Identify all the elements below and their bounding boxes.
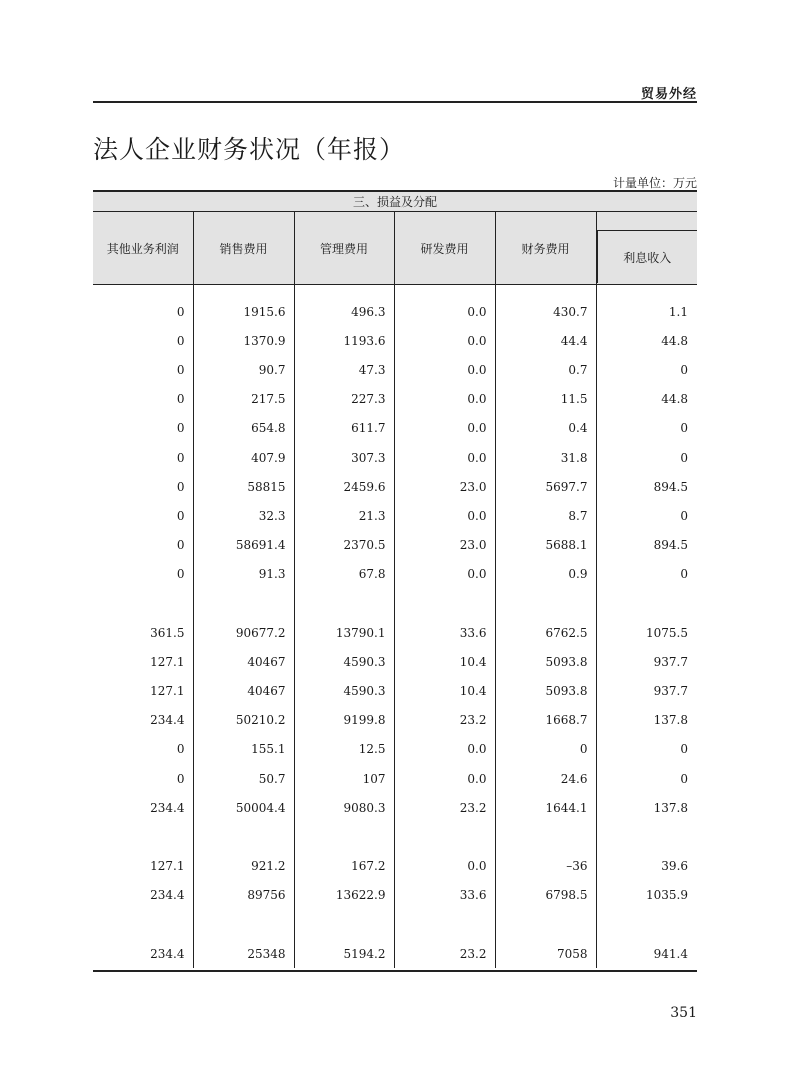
- financial-table: [93, 190, 697, 968]
- table-cell: 58691.4: [193, 531, 294, 560]
- table-cell: 0: [680, 362, 689, 377]
- table-cell: 611.7: [294, 414, 394, 443]
- table-cell: 0.0: [394, 326, 495, 355]
- table-cell: [596, 910, 697, 939]
- table-cell: [294, 589, 394, 618]
- table-cell: 0.0: [394, 501, 495, 530]
- table-cell: 8.7: [495, 501, 596, 530]
- table-cell: 0: [680, 450, 689, 465]
- table-cell: –36: [495, 852, 596, 881]
- table-cell: [93, 910, 193, 939]
- table-cell: 1035.9: [646, 888, 689, 903]
- table-cell: 0: [680, 508, 689, 523]
- table-cell: 0.4: [495, 414, 596, 443]
- table-cell: 0: [93, 472, 193, 501]
- table-row: [93, 735, 697, 764]
- table-cell: 937.7: [653, 684, 689, 699]
- table-cell: 0: [93, 355, 193, 384]
- table-cell: 0: [93, 414, 193, 443]
- table-cell: [394, 589, 495, 618]
- table-cell: 2370.5: [294, 531, 394, 560]
- table-cell: 31.8: [495, 443, 596, 472]
- table-cell: 137.8: [653, 713, 689, 728]
- section-label: 贸易外经: [640, 87, 697, 102]
- table-cell: 155.1: [193, 735, 294, 764]
- table-row: [93, 355, 697, 384]
- table-cell: 0.0: [394, 414, 495, 443]
- table-cell: 0: [495, 735, 596, 764]
- table-cell: 4590.3: [294, 647, 394, 676]
- table-row: [93, 531, 697, 560]
- table-cell: 894.5: [653, 479, 689, 494]
- page-title: 法人企业财务状况（年报）: [93, 135, 406, 164]
- table-row: [93, 501, 697, 530]
- table-cell: 47.3: [294, 355, 394, 384]
- table-cell: [294, 822, 394, 851]
- column-header: 利息收入: [597, 231, 698, 283]
- table-cell: 44.8: [661, 333, 689, 348]
- table-cell: 127.1: [93, 676, 193, 705]
- table-cell: 0: [680, 742, 689, 757]
- table-row: [93, 676, 697, 705]
- table-cell: 10.4: [394, 676, 495, 705]
- table-cell: 307.3: [294, 443, 394, 472]
- table-cell: 234.4: [93, 939, 193, 968]
- table-cell: 0.0: [394, 385, 495, 414]
- table-cell: 1193.6: [294, 326, 394, 355]
- table-row: [93, 939, 697, 968]
- table-row: [93, 414, 697, 443]
- table-cell: 0: [93, 531, 193, 560]
- table-cell: [596, 822, 697, 851]
- table-cell: 0.0: [394, 560, 495, 589]
- table-cell: 23.2: [394, 793, 495, 822]
- table-cell: [93, 589, 193, 618]
- table-cell: 6798.5: [495, 881, 596, 910]
- table-cell: 5093.8: [495, 647, 596, 676]
- table-row: [93, 706, 697, 735]
- column-header: 研发费用: [394, 212, 495, 285]
- table-cell: [596, 589, 697, 618]
- table-cell: 0: [93, 285, 193, 327]
- table-cell: 654.8: [193, 414, 294, 443]
- table-cell: 23.0: [394, 472, 495, 501]
- table-cell: 23.2: [394, 706, 495, 735]
- table-cell: 0: [93, 560, 193, 589]
- table-cell: 127.1: [93, 852, 193, 881]
- table-cell: 9080.3: [294, 793, 394, 822]
- table-cell: 89756: [193, 881, 294, 910]
- table-cell: 227.3: [294, 385, 394, 414]
- table-cell: 40467: [193, 647, 294, 676]
- table-cell: 5697.7: [495, 472, 596, 501]
- table-cell: 0: [93, 326, 193, 355]
- table-row: [93, 793, 697, 822]
- table-cell: 2459.6: [294, 472, 394, 501]
- table-cell: 921.2: [193, 852, 294, 881]
- table-cell: 1370.9: [193, 326, 294, 355]
- table-cell: 58815: [193, 472, 294, 501]
- table-cell: 894.5: [653, 538, 689, 553]
- table-cell: 107: [294, 764, 394, 793]
- table-cell: 0: [93, 443, 193, 472]
- table-row: [93, 589, 697, 618]
- table-row: [93, 764, 697, 793]
- column-header: 销售费用: [193, 212, 294, 285]
- table-cell: 430.7: [495, 285, 596, 327]
- table-row: [93, 326, 697, 355]
- table-row: [93, 472, 697, 501]
- table-cell: 90677.2: [193, 618, 294, 647]
- table-cell: 7058: [495, 939, 596, 968]
- table-cell: 91.3: [193, 560, 294, 589]
- table-cell: 234.4: [93, 706, 193, 735]
- table-cell: [495, 910, 596, 939]
- table-cell: 0.9: [495, 560, 596, 589]
- column-header: 其他业务利润: [93, 212, 193, 285]
- table-cell: 0.7: [495, 355, 596, 384]
- table-cell: 0: [680, 567, 689, 582]
- table-cell: 234.4: [93, 793, 193, 822]
- table-cell: 0.0: [394, 355, 495, 384]
- table-cell: [394, 910, 495, 939]
- table-cell: 6762.5: [495, 618, 596, 647]
- table-cell: 0.0: [394, 285, 495, 327]
- column-header: 财务费用: [495, 212, 596, 285]
- table-cell: [193, 910, 294, 939]
- table-cell: 0: [680, 771, 689, 786]
- table-cell: 13790.1: [294, 618, 394, 647]
- table-cell: 0: [93, 385, 193, 414]
- table-cell: [193, 589, 294, 618]
- table-cell: 0.0: [394, 735, 495, 764]
- table-cell: 937.7: [653, 654, 689, 669]
- table-cell: 25348: [193, 939, 294, 968]
- table-cell: 67.8: [294, 560, 394, 589]
- table-cell: 1915.6: [193, 285, 294, 327]
- column-header: 管理费用: [294, 212, 394, 285]
- table-cell: 50210.2: [193, 706, 294, 735]
- table-cell: 167.2: [294, 852, 394, 881]
- table-cell: 127.1: [93, 647, 193, 676]
- table-row: [93, 647, 697, 676]
- table-cell: 407.9: [193, 443, 294, 472]
- table-cell: 12.5: [294, 735, 394, 764]
- table-cell: 137.8: [653, 800, 689, 815]
- top-rule: [93, 101, 697, 103]
- table-cell: 234.4: [93, 881, 193, 910]
- table-row: [93, 285, 697, 327]
- table-cell: 361.5: [93, 618, 193, 647]
- table-cell: 33.6: [394, 881, 495, 910]
- table-cell: 11.5: [495, 385, 596, 414]
- table-cell: 1644.1: [495, 793, 596, 822]
- table-cell: [193, 822, 294, 851]
- table-cell: 0: [93, 764, 193, 793]
- table-cell: [495, 822, 596, 851]
- table-cell: 23.0: [394, 531, 495, 560]
- table-row: [93, 560, 697, 589]
- table-cell: 90.7: [193, 355, 294, 384]
- table-body: [93, 285, 697, 969]
- table-cell: 1.1: [668, 304, 689, 319]
- table-cell: 0: [680, 421, 689, 436]
- table-cell: 0.0: [394, 852, 495, 881]
- bottom-rule: [93, 970, 697, 972]
- page-number: 351: [670, 1005, 697, 1021]
- table-row: [93, 881, 697, 910]
- table-cell: 9199.8: [294, 706, 394, 735]
- table-row: [93, 618, 697, 647]
- table-cell: 23.2: [394, 939, 495, 968]
- table-cell: 5093.8: [495, 676, 596, 705]
- table-row: [93, 822, 697, 851]
- table-cell: 0.0: [394, 764, 495, 793]
- table-cell: 32.3: [193, 501, 294, 530]
- table-cell: 1075.5: [646, 625, 689, 640]
- table-cell: 4590.3: [294, 676, 394, 705]
- table-cell: [93, 822, 193, 851]
- table-cell: 44.4: [495, 326, 596, 355]
- table-cell: [394, 822, 495, 851]
- table-cell: 44.8: [661, 392, 689, 407]
- table-cell: 13622.9: [294, 881, 394, 910]
- table-cell: 10.4: [394, 647, 495, 676]
- table-row: [93, 443, 697, 472]
- table-row: [93, 852, 697, 881]
- table-cell: 39.6: [661, 859, 689, 874]
- table-cell: 0: [93, 735, 193, 764]
- column-header-spacer: [597, 212, 698, 231]
- table-cell: 33.6: [394, 618, 495, 647]
- table-row: [93, 910, 697, 939]
- table-cell: 941.4: [653, 946, 689, 961]
- table-cell: 0: [93, 501, 193, 530]
- table-cell: 5688.1: [495, 531, 596, 560]
- table-cell: 50004.4: [193, 793, 294, 822]
- table-row: [93, 385, 697, 414]
- table-cell: [495, 589, 596, 618]
- group-header: 三、损益及分配: [93, 191, 697, 212]
- table-cell: 21.3: [294, 501, 394, 530]
- table-cell: 24.6: [495, 764, 596, 793]
- column-header-split: [596, 212, 697, 285]
- table-cell: 50.7: [193, 764, 294, 793]
- table-cell: 496.3: [294, 285, 394, 327]
- table-cell: [294, 910, 394, 939]
- table-cell: 1668.7: [495, 706, 596, 735]
- table-cell: 40467: [193, 676, 294, 705]
- table-cell: 217.5: [193, 385, 294, 414]
- unit-label: 计量单位：万元: [612, 176, 697, 190]
- table-cell: 0.0: [394, 443, 495, 472]
- column-header-row: [93, 212, 697, 285]
- table-cell: 5194.2: [294, 939, 394, 968]
